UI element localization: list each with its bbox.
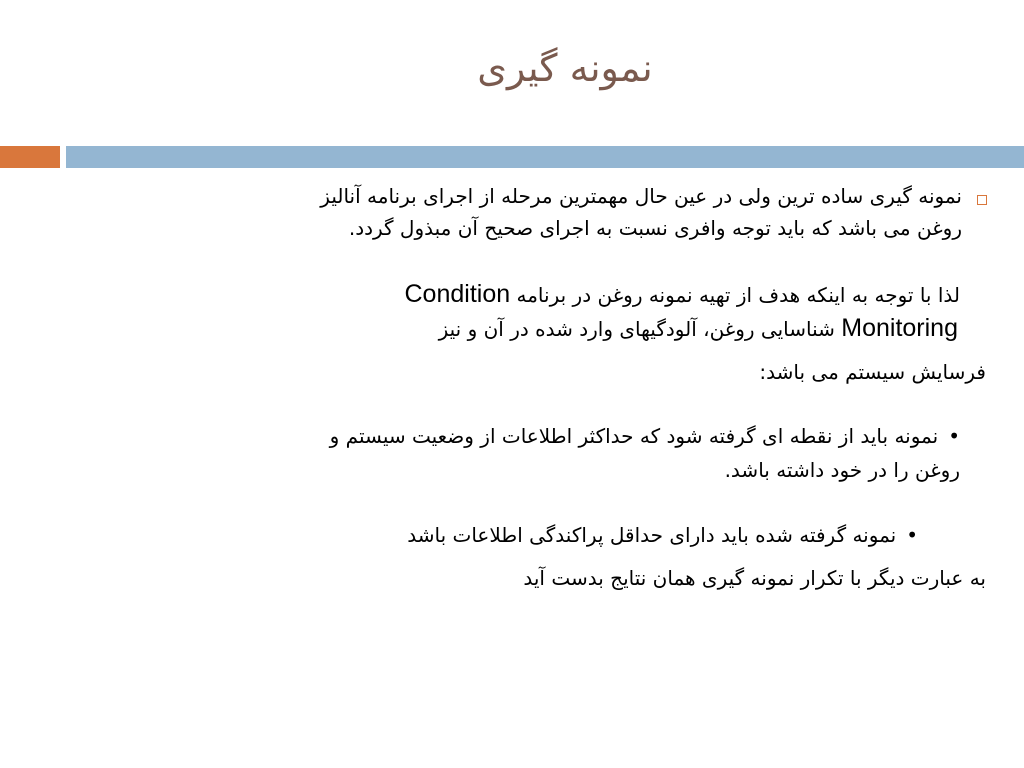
paragraph-2-latin-monitoring: Monitoring (841, 314, 958, 342)
paragraph-2-line-2 (439, 312, 958, 345)
bullet-1-line-1 (330, 420, 960, 452)
bullet-2-line-1 (407, 519, 918, 551)
paragraph-2-line-1-text: لذا با توجه به اینکه هدف از تهیه نمونه روغن در برنامه (516, 283, 960, 307)
paragraph-1-line-2: روغن می باشد که باید توجه وافری نسبت به اجرای صحیح آن مبذول گردد. (348, 216, 962, 240)
paragraph-2-line-2-text: شناسایی روغن، آلودگیهای وارد شده در آن و نیز (438, 317, 835, 341)
bullet-1-line-1-text: نمونه باید از نقطه ای گرفته شود که حداکثر اطلاعات از وضعیت سیستم و (329, 424, 939, 448)
bullet-1-line-2: روغن را در خود داشته باشد. (724, 458, 960, 482)
square-bullet-icon (977, 195, 987, 205)
slide-title-text: نمونه گیری (477, 46, 653, 90)
paragraph-2-latin-condition: Condition (404, 280, 511, 308)
paragraph-2-line-3: فرسایش سیستم می باشد: (759, 360, 986, 384)
bullet-2-line-1-text: نمونه گرفته شده باید دارای حداقل پراکندگی اطلاعات باشد (407, 523, 897, 547)
closing-line: به عبارت دیگر با تکرار نمونه گیری همان نتایج بدست آید (523, 566, 986, 590)
bullet-dot-icon: • (948, 424, 960, 448)
bullet-dot-icon: • (906, 523, 918, 547)
paragraph-2-line-1 (405, 278, 961, 311)
paragraph-1-line-1: نمونه گیری ساده ترین ولی در عین حال مهمترین مرحله از اجرای برنامه آنالیز (320, 184, 962, 208)
